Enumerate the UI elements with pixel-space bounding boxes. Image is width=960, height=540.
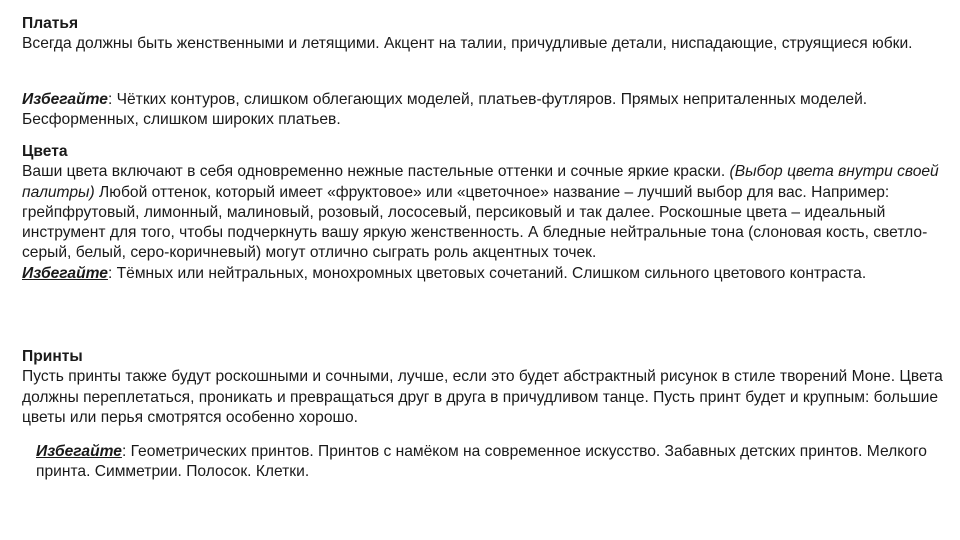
dresses-section [22,14,952,55]
dresses-avoid-label: Избегайте [22,91,108,108]
prints-avoid-text: : Геометрических принтов. Принтов с намёком на современное искусство. Забавных детских принтов. Мелкого принта. Симметрии. Полосок. Клетки. [36,443,927,481]
colors-text-before: Ваши цвета включают в себя одновременно нежные пастельные оттенки и сочные яркие краски. [22,163,730,181]
colors-section [22,142,952,284]
colors-text-italic: (Выбор цвета внутри своей палитры) [22,163,939,201]
dresses-avoid-paragraph [22,90,952,131]
colors-avoid-label: Избегайте [22,264,108,282]
prints-heading: Принты [22,348,83,365]
dresses-heading: Платья [22,15,79,32]
colors-text-after: Любой оттенок, который имеет «фруктовое» или «цветочное» название – лучший выбор для вас. Например: грейпфрутовый, лимонный, малиновый, розовый, лососевый, персиковый и так далее. Роскошные цвета – идеальный инструмент для того, чтобы подчеркнуть вашу яркую женственность. А бледные нейтральные тона (слоновая кость, светло-серый, белый, серо-коричневый) могут отлично сыграть роль акцентных точек. [22,183,928,262]
prints-section [22,347,952,428]
prints-avoid-paragraph [36,442,936,483]
prints-avoid-label: Избегайте [36,443,122,460]
colors-avoid-text: : Тёмных или нейтральных, монохромных цветовых сочетаний. Слишком сильного цветового контраста. [107,264,867,282]
colors-text [22,162,952,263]
dresses-text: Всегда должны быть женственными и летящими. Акцент на талии, причудливые детали, ниспадающие, струящиеся юбки. [22,35,913,53]
colors-heading: Цвета [22,143,68,160]
prints-text: Пусть принты также будут роскошными и сочными, лучше, если это будет абстрактный рисунок в стиле творений Моне. Цвета должны переплетаться, проникать и превращаться друг в друга в причудливом танце. Пусть принт будет и крупным: большие цветы или перья смотрятся особенно хорошо. [22,368,943,426]
dresses-avoid-text: : Чётких контуров, слишком облегающих моделей, платьев-футляров. Прямых неприталенных моделей. Бесформенных, слишком широких платьев. [22,91,868,129]
